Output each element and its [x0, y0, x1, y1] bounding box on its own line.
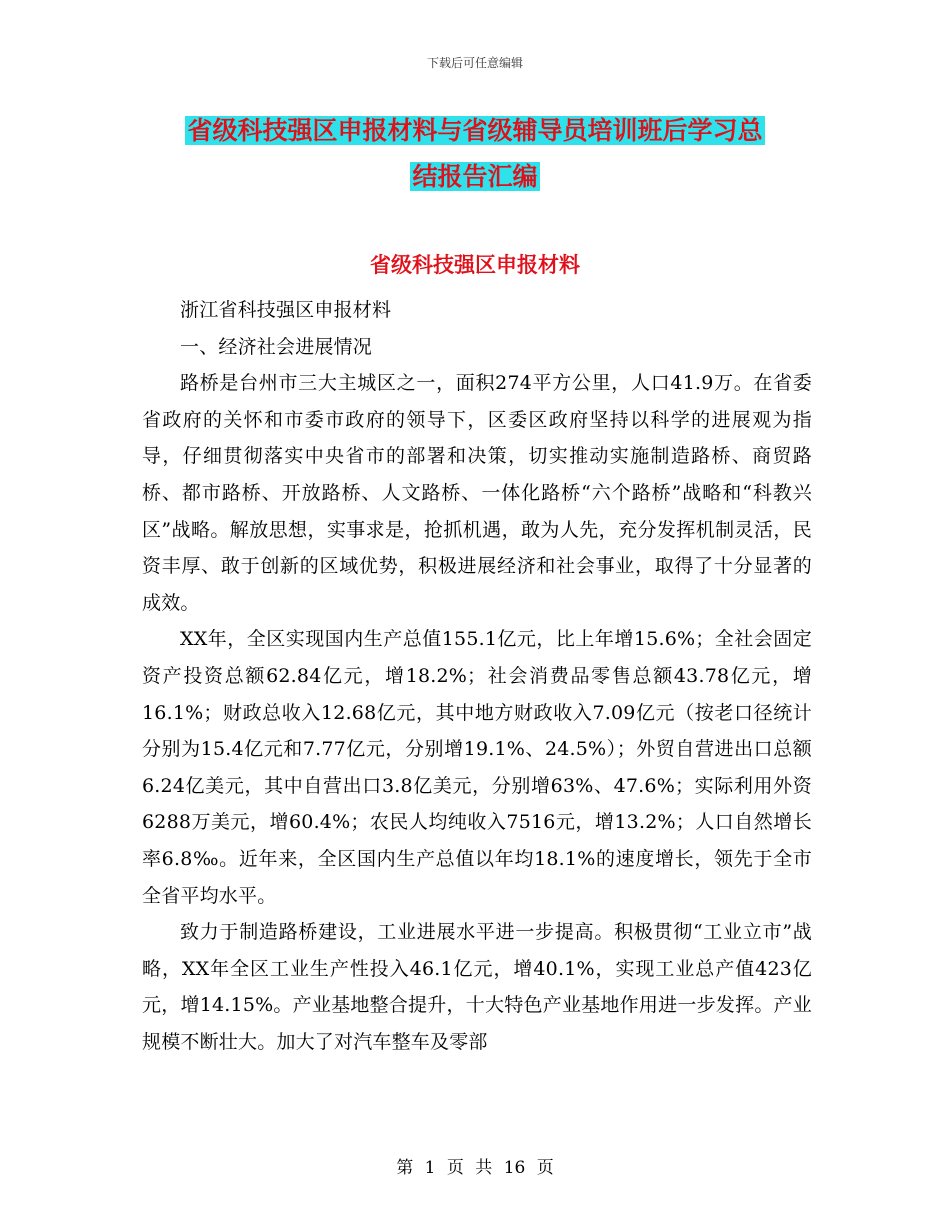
body-paragraph: 致力于制造路桥建设，工业进展水平进一步提高。积极贯彻“工业立市”战略，XX年全区工业生产性投入46.1亿元，增40.1%，实现工业总产值423亿元，增14.15%。产业基地整合提升，十大特色产业基地作用进一步发挥。产业规模不断壮大。加大了对汽车整车及零部	[142, 921, 812, 1053]
header-note: 下载后可任意编辑	[426, 56, 523, 70]
document-title	[140, 108, 810, 200]
body-paragraph: XX年，全区实现国内生产总值155.1亿元，比上年增15.6%；全社会固定资产投资总额62.84亿元，增18.2%；社会消费品零售总额43.78亿元，增16.1%；财政总收入12.68亿元，其中地方财政收入7.09亿元（按老口径统计分别为15.4亿元和7.77亿元，分别增19.1%、24.5%）；外贸自营进出口总额6.24亿美元，其中自营出口3.8亿美元，分别增63%、47.6%；实际利用外资6288万美元，增60.4%；农民人均纯收入7516元，增13.2%；人口自然增长率6.8‰。近年来，全区国内生产总值以年均18.1%的速度增长，领先于全市全省平均水平。	[142, 628, 812, 907]
page-footer: 第 1 页 共 16 页	[396, 1158, 554, 1178]
body-paragraph: 浙江省科技强区申报材料	[180, 299, 392, 321]
document-body	[142, 292, 812, 1060]
document-title-line-2: 结报告汇编	[412, 162, 538, 191]
section-title: 省级科技强区申报材料	[370, 253, 580, 277]
document-title-line-1: 省级科技强区申报材料与省级辅导员培训班后学习总	[187, 116, 763, 145]
body-paragraph: 路桥是台州市三大主城区之一，面积274平方公里，人口41.9万。在省委省政府的关怀和市委市政府的领导下，区委区政府坚持以科学的进展观为指导，仔细贯彻落实中央省市的部署和决策，切实推动实施制造路桥、商贸路桥、都市路桥、开放路桥、人文路桥、一体化路桥“六个路桥”战略和“科教兴区”战略。解放思想，实事求是，抢抓机遇，敢为人先，充分发挥机制灵活，民资丰厚、敢于创新的区域优势，积极进展经济和社会事业，取得了十分显著的成效。	[142, 372, 812, 614]
body-paragraph: 一、经济社会进展情况	[180, 335, 373, 358]
